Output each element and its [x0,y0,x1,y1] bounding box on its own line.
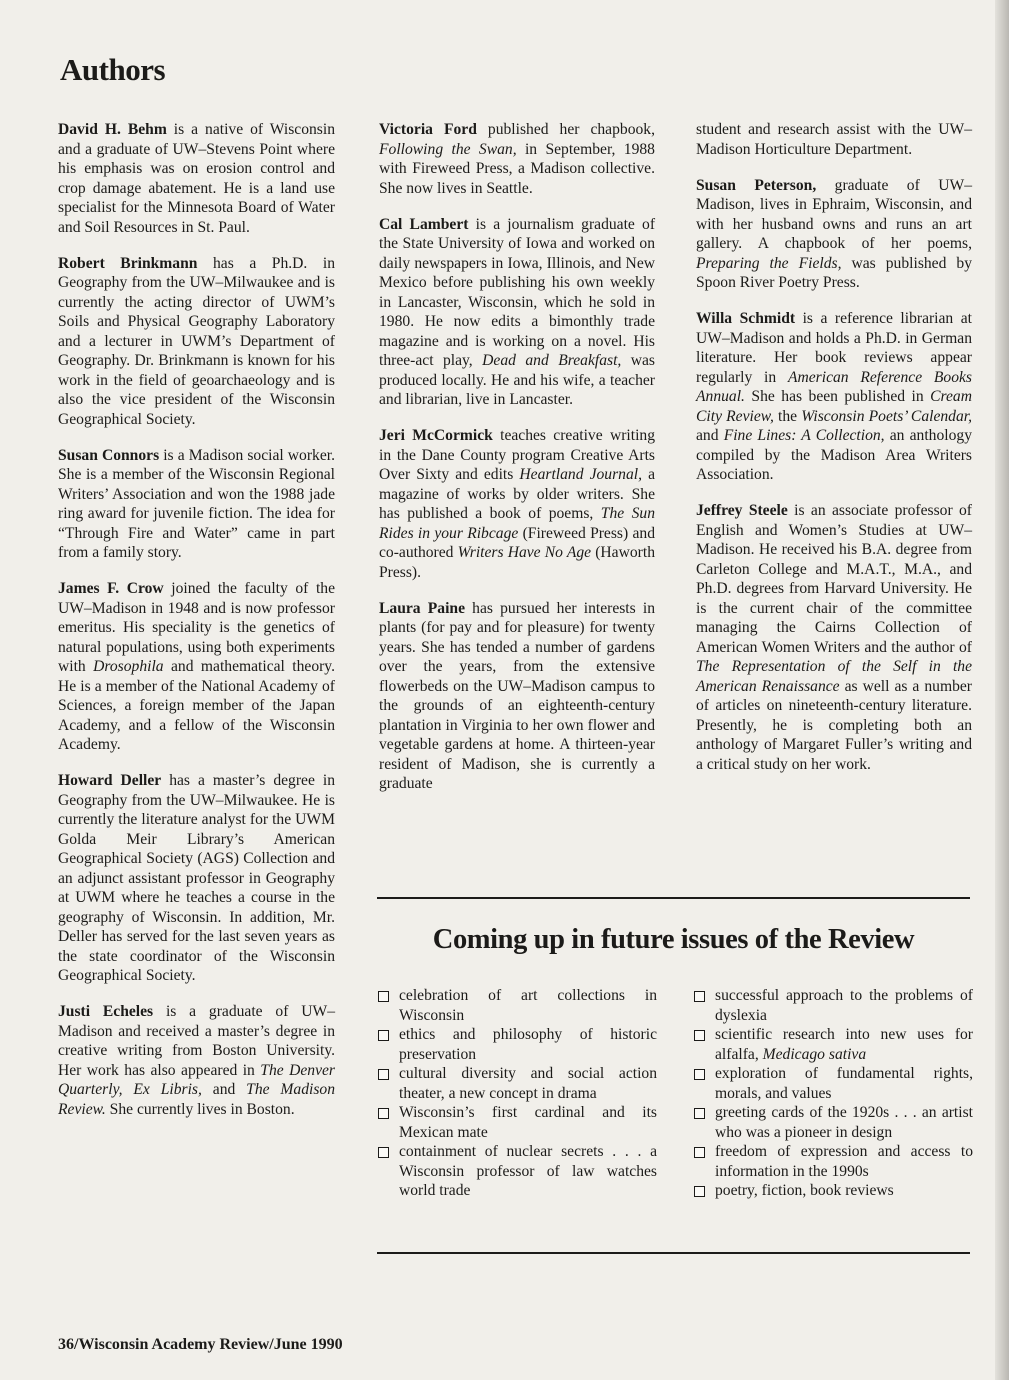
page-edge-shadow [995,0,1009,1380]
author-name: Cal Lambert [379,215,469,233]
list-item: containment of nuclear secrets . . . a Wisconsin professor of law watches world trade [377,1142,657,1201]
checkbox-icon [694,1030,705,1041]
column-3 [696,120,972,791]
list-item: ethics and philosophy of historic preservation [377,1025,657,1064]
list-item: freedom of expression and access to information in the 1990s [693,1142,973,1181]
author-bio: Jeri McCormick teaches creative writing in the Dane County program Creative Arts Over Sixty and edits Heartland Journal, a magazine of works by older writers. She has published a book of poems, The Sun Rides in your Ribcage (Fireweed Press) and co-authored Writers Have No Age (Haworth Press). [379,427,656,581]
author-bio: David H. Behm is a native of Wisconsin and a graduate of UW–Stevens Point where his emphasis was on erosion control and crop damage abatement. He is a land use specialist for the Minnesota Board of Water and Soil Resources in St. Paul. [58,121,335,236]
checkbox-icon [694,1108,705,1119]
list-item: successful approach to the problems of dyslexia [693,986,973,1025]
author-name: Howard Deller [58,772,162,789]
author-name: James F. Crow [58,580,164,597]
section-rule-top [377,897,970,899]
author-name: Justi Echeles [58,1003,154,1020]
author-name: Susan Peterson, [696,176,817,194]
author-name: Victoria Ford [379,121,477,138]
column-1 [58,120,335,1136]
list-item: greeting cards of the 1920s . . . an artist who was a pioneer in design [693,1103,973,1142]
list-item: cultural diversity and social action theater, a new concept in drama [377,1064,657,1103]
list-item: Wisconsin’s first cardinal and its Mexican mate [377,1103,657,1142]
coming-up-list-left [377,986,657,1201]
checkbox-icon [378,1108,389,1119]
author-name: Jeri McCormick [379,427,493,444]
list-item: scientific research into new uses for alfalfa, Medicago sativa [693,1025,973,1064]
author-bio: Howard Deller has a master’s degree in Geography from the UW–Milwaukee. He is currently the literature analyst for the UWM Golda Meir Library’s American Geographical Society (AGS) Collection and an adjunct assistant professor in Geography at UWM where he teaches a course in the geography of Wisconsin. In addition, Mr. Deller has served for the last seven years as the state coordinator of the Wisconsin Geographical Society. [58,772,335,984]
author-bio: Cal Lambert is a journalism graduate of the State University of Iowa and worked on daily newspapers in Iowa, Illinois, and New Mexico before publishing his own weekly in Lancaster, Wisconsin, which he sold in 1980. He now edits a bimonthly trade magazine and is working on a novel. His three-act play, Dead and Breakfast, was produced locally. He and his wife, a teacher and librarian, live in Lancaster. [379,215,656,408]
list-item: exploration of fundamental rights, morals, and values [693,1064,973,1103]
page-footer: 36/Wisconsin Academy Review/June 1990 [58,1336,343,1353]
author-name: Jeffrey Steele [696,502,788,519]
author-bio: Victoria Ford published her chapbook, Following the Swan, in September, 1988 with Fireweed Press, a Madison collective. She now lives in Seattle. [379,121,655,197]
checkbox-icon [694,991,705,1002]
author-bio: Willa Schmidt is a reference librarian at UW–Madison and holds a Ph.D. in German literature. Her book reviews appear regularly in American Reference Books Annual. She has been published in Cream City Review, the Wisconsin Poets’ Calendar, and Fine Lines: A Collection, an anthology compiled by the Madison Area Writers Association. [696,310,972,483]
author-name: Robert Brinkmann [58,254,198,272]
coming-up-list-right [693,986,973,1201]
checkbox-icon [378,1069,389,1080]
author-bio: Robert Brinkmann has a Ph.D. in Geography from the UW–Milwaukee and is currently the acting director of UWM’s Soils and Physical Geography Laboratory and a lecturer in UWM’s Department of Geography. Dr. Brinkmann is known for his work in the field of geoarchaeology and is also the vice president of the Wisconsin Geographical Society. [58,254,335,428]
checkbox-icon [694,1186,705,1197]
page-title: Authors [60,52,166,87]
section-rule-bottom [377,1252,970,1254]
list-item: celebration of art collections in Wisconsin [377,986,657,1025]
coming-up-title: Coming up in future issues of the Review [432,924,915,955]
author-name: Laura Paine [379,599,466,617]
author-bio-continued: student and research assist with the UW–Madison Horticulture Department. [696,121,972,158]
checkbox-icon [378,1030,389,1041]
author-bio: Laura Paine has pursued her interests in plants (for pay and for pleasure) for twenty years. She has tended a number of gardens over the years, from the extensive flowerbeds on the UW–Madison campus to the grounds of an eighteenth-century plantation in Virginia to her own flower and vegetable gardens at home. A thirteen-year resident of Madison, she is currently a graduate [379,599,655,792]
author-name: Susan Connors [58,446,160,464]
list-item: poetry, fiction, book reviews [693,1181,973,1201]
author-bio: Justi Echeles is a graduate of UW–Madison and received a master’s degree in creative writing from Boston University. Her work has also appeared in The Denver Quarterly, Ex Libris, and The Madison Review. She currently lives in Boston. [58,1003,336,1118]
checkbox-icon [694,1147,705,1158]
author-bio: James F. Crow joined the faculty of the UW–Madison in 1948 and is now professor emeritus. His speciality is the genetics of natural populations, using both experiments with Drosophila and mathematical theory. He is a member of the National Academy of Sciences, a foreign member of the Japan Academy, and a fellow of the Wisconsin Academy. [58,580,335,753]
checkbox-icon [694,1069,705,1080]
column-2 [379,120,655,810]
checkbox-icon [378,991,389,1002]
author-name: David H. Behm [58,121,167,138]
author-bio: Jeffrey Steele is an associate professor of English and Women’s Studies at UW–Madison. He received his B.A. degree from Carleton College and M.A.T., M.A., and Ph.D. degrees from Harvard University. He is the current chair of the committee managing the Cairns Collection of American Women Writers and the author of The Representation of the Self in the American Renaissance as well as a number of articles on nineteenth-century literature. Presently, he is completing both an anthology of Margaret Fuller’s writing and a critical study on her work. [696,502,972,773]
author-name: Willa Schmidt [696,310,796,327]
checkbox-icon [378,1147,389,1158]
author-bio: Susan Peterson, graduate of UW–Madison, lives in Ephraim, Wisconsin, and with her husband owns and runs an art gallery. A chapbook of her poems, Preparing the Fields, was published by Spoon River Poetry Press. [696,176,973,291]
author-bio: Susan Connors is a Madison social worker. She is a member of the Wisconsin Regional Writers’ Association and won the 1988 jade ring award for juvenile fiction. The idea for “Through Fire and Water” came in part from a family story. [58,446,335,561]
